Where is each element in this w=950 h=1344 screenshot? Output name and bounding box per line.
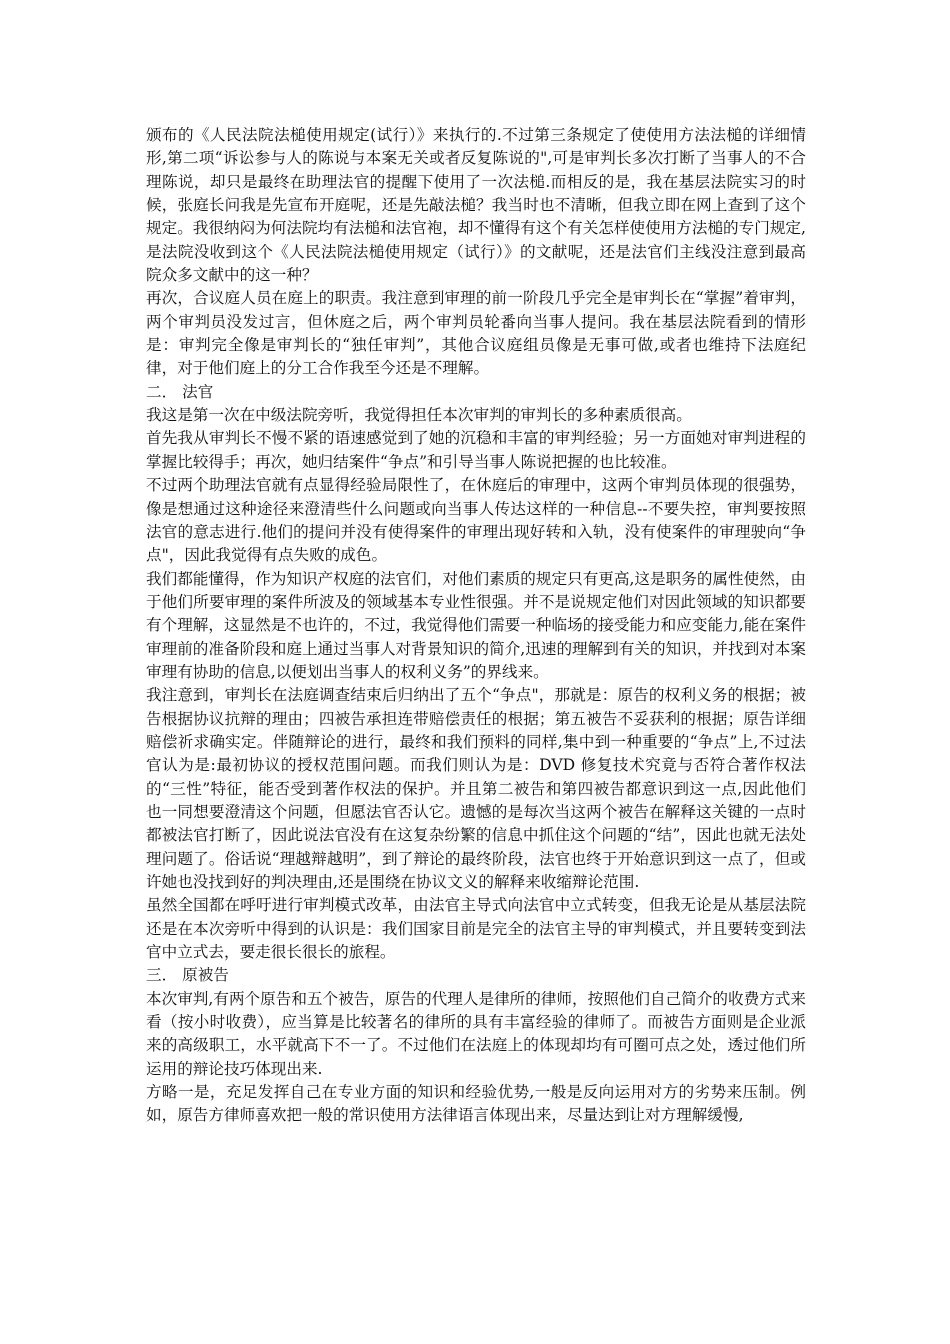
paragraph: 不过两个助理法官就有点显得经验局限性了，在休庭后的审理中，这两个审判员体现的很强势，像是想通过这种途径来澄清些什么问题或向当事人传达这样的一种信息--不要失控，审判要按照法官的意志进行.他们的提问并没有使得案件的审理出现好转和入轨，没有使案件的审理驶向“争点"，因此我觉得有点失败的成色。 xyxy=(146,476,806,565)
paragraph: 我们都能懂得，作为知识产权庭的法官们，对他们素质的规定只有更高,这是职务的属性使然，由于他们所要审理的案件所波及的领域基本专业性很强。并不是说规定他们对因此领域的知识都要有个理解，这显然是不也许的，不过，我觉得他们需要一种临场的接受能力和应变能力,能在案件审理前的准备阶段和庭上通过当事人对背景知识的简介,迅速的理解到有关的知识，并找到对本案审理有协助的信息,以便划出当事人的权利义务”的界线来。 xyxy=(146,569,806,681)
section-heading: 三． 原被告 xyxy=(146,966,229,985)
paragraph: 颁布的《人民法院法槌使用规定(试行）》来执行的.不过第三条规定了使使用方法法槌的详细情形,第二项“诉讼参与人的陈说与本案无关或者反复陈说的",可是审判长多次打断了当事人的不合理陈说，却只是最终在助理法官的提醒下使用了一次法槌.而相反的是，我在基层法院实习的时候，张庭长问我是先宣布开庭呢，还是先敲法槌？我当时也不清晰，但我立即在网上查到了这个规定。我很纳闷为何法院均有法槌和法官袍，却不懂得有这个有关怎样使使用方法槌的专门规定,是法院没收到这个《人民法院法槌使用规定（试行）》的文献呢，还是法官们主线没注意到最高院众多文献中的这一种？ xyxy=(146,126,806,285)
paragraph: 首先我从审判长不慢不紧的语速感觉到了她的沉稳和丰富的审判经验；另一方面她对审判进程的掌握比较得手；再次，她归结案件“争点”和引导当事人陈说把握的也比较准。 xyxy=(146,429,806,471)
paragraph: 方略一是，充足发挥自己在专业方面的知识和经验优势,一般是反向运用对方的劣势来压制。例如，原告方律师喜欢把一般的常识使用方法律语言体现出来，尽量达到让对方理解缓慢, xyxy=(146,1083,806,1125)
paragraph: 再次，合议庭人员在庭上的职责。我注意到审理的前一阶段几乎完全是审判长在“掌握”着审判，两个审判员没发过言，但休庭之后，两个审判员轮番向当事人提问。我在基层法院看到的情形是：审判完全像是审判长的“独任审判”，其他合议庭组员像是无事可做,或者也维持下法庭纪律，对于他们庭上的分工合作我至今还是不理解。 xyxy=(146,289,806,378)
section-heading: 二． 法官 xyxy=(146,382,214,401)
document-body xyxy=(146,124,806,1128)
paragraph: 我这是第一次在中级法院旁听，我觉得担任本次审判的审判长的多种素质很高。 xyxy=(146,406,692,425)
paragraph: 虽然全国都在呼吁进行审判模式改革，由法官主导式向法官中立式转变，但我无论是从基层法院还是在本次旁听中得到的认识是：我们国家目前是完全的法官主导的审判模式，并且要转变到法官中立式去，要走很长很长的旅程。 xyxy=(146,896,806,962)
paragraph: 本次审判,有两个原告和五个被告，原告的代理人是律所的律师，按照他们自己简介的收费方式来看（按小时收费），应当算是比较著名的律所的具有丰富经验的律师了。而被告方面则是企业派来的高级职工，水平就高下不一了。不过他们在法庭上的体现却均有可圈可点之处，透过他们所运用的辩论技巧体现出来. xyxy=(146,989,806,1078)
paragraph: 我注意到，审判长在法庭调查结束后归纳出了五个“争点"，那就是：原告的权利义务的根据；被告根据协议抗辩的理由；四被告承担连带赔偿责任的根据；第五被告不妥获利的根据；原告详细赔偿祈求确实定。伴随辩论的进行，最终和我们预料的同样,集中到一种重要的“争点”上,不过法官认为是:最初协议的授权范围问题。而我们则认为是：DVD 修复技术究竟与否符合著作权法的“三性”特征，能否受到著作权法的保护。并且第二被告和第四被告都意识到这一点,因此他们也一同想要澄清这个问题，但愿法官否认它。遗憾的是每次当这两个被告在解释这关键的一点时都被法官打断了，因此说法官没有在这复杂纷繁的信息中抓住这个问题的“结”，因此也就无法处理问题了。俗话说“理越辩越明”，到了辩论的最终阶段，法官也终于开始意识到这一点了，但或许她也没找到好的判决理由,还是围绕在协议文义的解释来收缩辩论范围. xyxy=(146,686,806,891)
